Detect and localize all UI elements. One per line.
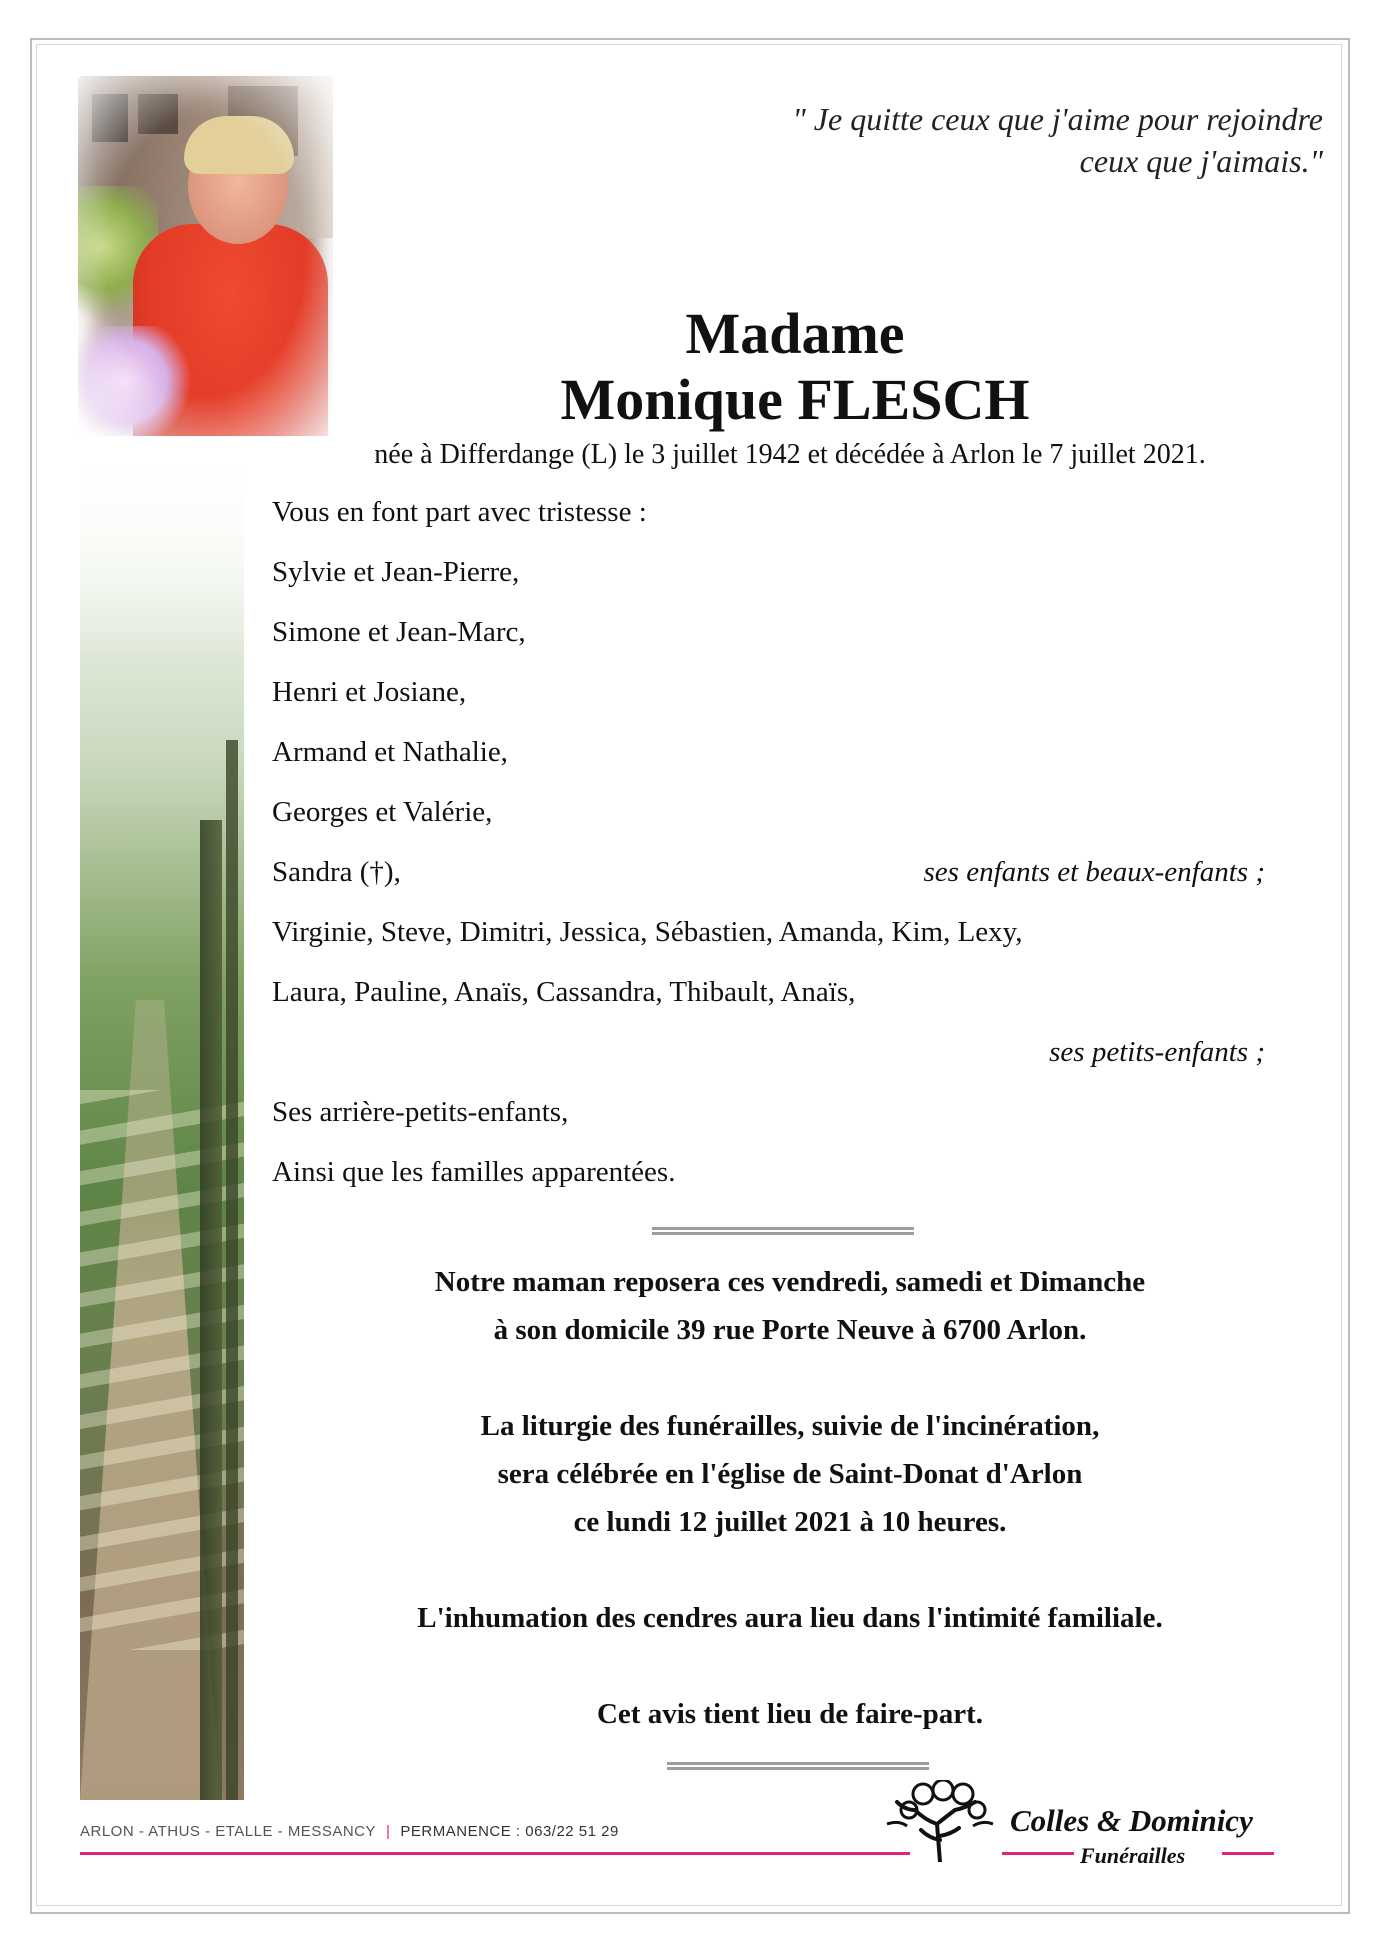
child-line: Georges et Valérie, xyxy=(272,796,493,828)
footer-info xyxy=(80,1823,619,1840)
quote-line-1: " Je quitte ceux que j'aime pour rejoindre xyxy=(792,101,1323,137)
grandchildren-label: ses petits-enfants ; xyxy=(1049,1036,1265,1068)
epitaph-quote xyxy=(560,98,1323,182)
burial-line: L'inhumation des cendres aura lieu dans l'intimité familiale. xyxy=(417,1602,1163,1634)
grandchildren-line: Laura, Pauline, Anaïs, Cassandra, Thibault, Anaïs, xyxy=(272,976,856,1008)
notice-line: Cet avis tient lieu de faire-part. xyxy=(596,1698,984,1730)
child-line: Sylvie et Jean-Pierre, xyxy=(272,556,520,588)
footer-permanence: PERMANENCE : 063/22 51 29 xyxy=(400,1823,619,1840)
forest-path-image xyxy=(80,440,244,1800)
child-line: Sandra (†), xyxy=(272,856,401,888)
liturgy-line-2: sera célébrée en l'église de Saint-Donat d'Arlon xyxy=(497,1458,1083,1490)
family-intro: Vous en font part avec tristesse : xyxy=(272,496,647,528)
footer-accent-line xyxy=(80,1852,910,1855)
brand-subtitle: Funérailles xyxy=(1080,1843,1186,1868)
deceased-title: Madame xyxy=(685,301,905,366)
child-line: Simone et Jean-Marc, xyxy=(272,616,526,648)
portrait-photo xyxy=(78,76,333,436)
quote-line-2: ceux que j'aimais." xyxy=(1079,143,1323,179)
brand-name: Colles & Dominicy xyxy=(1010,1803,1253,1838)
deceased-name: Monique FLESCH xyxy=(560,367,1030,432)
birth-death-info: née à Differdange (L) le 3 juillet 1942 et décédée à Arlon le 7 juillet 2021. xyxy=(374,439,1206,470)
brand-underline-right xyxy=(1222,1852,1274,1855)
relatives-line: Ainsi que les familles apparentées. xyxy=(272,1156,676,1188)
grandchildren-line: Virginie, Steve, Dimitri, Jessica, Sébastien, Amanda, Kim, Lexy, xyxy=(272,916,1023,948)
liturgy-line-3: ce lundi 12 juillet 2021 à 10 heures. xyxy=(573,1506,1007,1538)
rest-line-1: Notre maman reposera ces vendredi, samedi et Dimanche xyxy=(434,1266,1146,1298)
tree-logo-icon xyxy=(885,1780,995,1862)
child-line: Henri et Josiane, xyxy=(272,676,467,708)
footer-locations: ARLON - ATHUS - ETALLE - MESSANCY xyxy=(80,1823,376,1840)
great-grandchildren-line: Ses arrière-petits-enfants, xyxy=(272,1096,569,1128)
footer-separator: | xyxy=(386,1823,391,1840)
brand-underline-left xyxy=(1002,1852,1074,1855)
child-line: Armand et Nathalie, xyxy=(272,736,508,768)
children-label: ses enfants et beaux-enfants ; xyxy=(923,856,1265,888)
separator-top xyxy=(652,1227,914,1235)
liturgy-line-1: La liturgie des funérailles, suivie de l'incinération, xyxy=(480,1410,1100,1442)
separator-bottom xyxy=(667,1762,929,1770)
rest-line-2: à son domicile 39 rue Porte Neuve à 6700 Arlon. xyxy=(493,1314,1087,1346)
